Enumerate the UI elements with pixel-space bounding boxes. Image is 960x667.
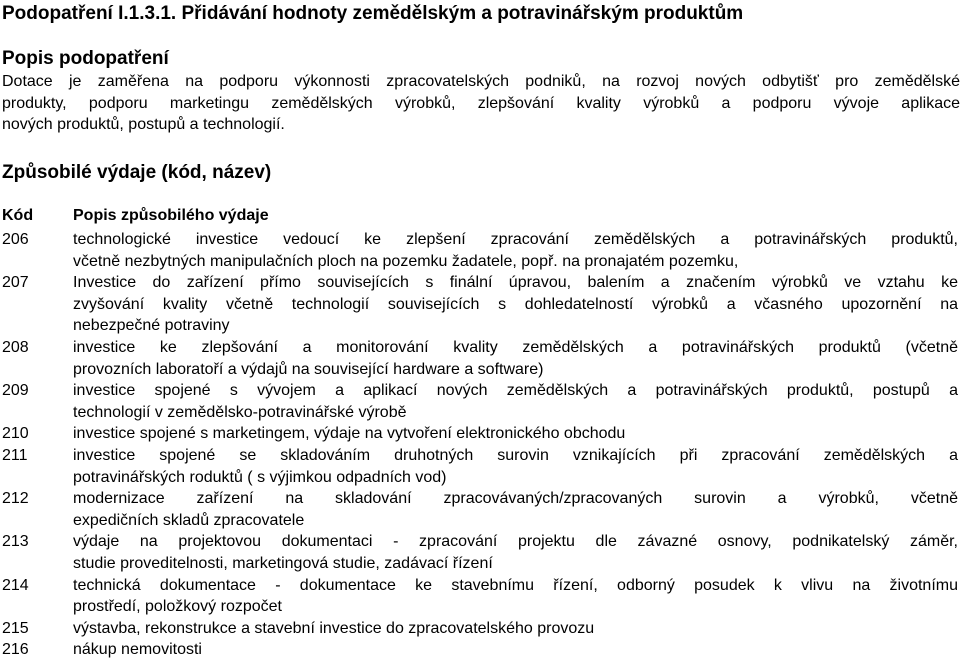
expense-description bbox=[73, 380, 958, 423]
description-line: nových produktů, postupů a technologií. bbox=[2, 116, 285, 133]
expense-code: 206 bbox=[2, 231, 29, 248]
table-row bbox=[2, 423, 960, 445]
expense-description-line: provozních laboratoří a výdajů na související hardware a software) bbox=[73, 360, 544, 378]
expense-code: 212 bbox=[2, 490, 29, 508]
expense-code: 215 bbox=[2, 619, 29, 637]
eligible-expenses-heading: Způsobilé výdaje (kód, název) bbox=[2, 162, 272, 183]
expense-description-line: nákup nemovitosti bbox=[73, 641, 202, 659]
table-row bbox=[2, 337, 960, 380]
expense-code: 211 bbox=[2, 446, 28, 464]
description-heading: Popis podopatření bbox=[2, 48, 169, 69]
expense-description bbox=[73, 488, 958, 531]
expense-description-line: technologií v zemědělsko-potravinářské výrobě bbox=[73, 403, 407, 421]
expense-code: 209 bbox=[2, 382, 29, 400]
expense-description bbox=[73, 639, 958, 661]
expense-description bbox=[73, 229, 958, 272]
expense-description-line: technologické investice vedoucí ke zlepšení zpracování zemědělských a potravinářských produktů, bbox=[73, 231, 958, 248]
expense-description bbox=[73, 445, 958, 488]
description-line: Dotace je zaměřena na podporu výkonnosti zpracovatelských podniků, na rozvoj nových odbytišť pro zemědělské bbox=[2, 73, 960, 90]
table-row bbox=[2, 618, 960, 640]
expense-code: 208 bbox=[2, 338, 29, 356]
expense-code: 213 bbox=[2, 533, 29, 551]
table-row bbox=[2, 272, 960, 337]
expense-description-line: modernizace zařízení na skladování zpracovávaných/zpracovaných surovin a výrobků, včetně bbox=[73, 490, 958, 508]
page-title: Podopatření I.1.3.1. Přidávání hodnoty zemědělským a potravinářským produktům bbox=[2, 3, 744, 24]
expense-code: 210 bbox=[2, 425, 29, 443]
table-row bbox=[2, 229, 960, 272]
expense-description-line: investice ke zlepšování a monitorování kvality zemědělských a potravinářských produktů (včetně bbox=[73, 338, 958, 356]
expense-code: 214 bbox=[2, 576, 29, 594]
table-row bbox=[2, 488, 960, 531]
expense-description-line: investice spojené se skladováním druhotných surovin vznikajících při zpracování zemědělských a bbox=[73, 446, 958, 464]
expense-description-line: prostředí, položkový rozpočet bbox=[73, 598, 282, 616]
description-line: produkty, podporu marketingu zemědělských výrobků, zlepšování kvality výrobků a podporu vývoje aplikace bbox=[2, 94, 960, 112]
expense-description-line: výstavba, rekonstrukce a stavební investice do zpracovatelského provozu bbox=[73, 619, 595, 637]
expense-description-line: nebezpečné potraviny bbox=[73, 317, 230, 335]
expense-code: 216 bbox=[2, 641, 29, 659]
expense-description-line: zvyšování kvality včetně technologií souvisejících s dohledatelností výrobků a včasného upozornění na bbox=[73, 295, 958, 313]
expense-description bbox=[73, 423, 958, 445]
table-row bbox=[2, 639, 960, 661]
expense-description bbox=[73, 531, 958, 574]
expense-description-line: investice spojené s marketingem, výdaje na vytvoření elektronického obchodu bbox=[73, 425, 626, 443]
expense-description-line: včetně nezbytných manipulačních ploch na pozemku žadatele, popř. na pronajatém pozemku, bbox=[73, 252, 739, 270]
table-row bbox=[2, 531, 960, 574]
expense-description-line: technická dokumentace - dokumentace ke stavebnímu řízení, odborný posudek k vlivu na životnímu bbox=[73, 576, 958, 594]
expense-description-line: potravinářských roduktů ( s výjimkou odpadních vod) bbox=[73, 468, 447, 486]
expense-code: 207 bbox=[2, 274, 29, 292]
table-row bbox=[2, 575, 960, 618]
expense-description bbox=[73, 337, 958, 380]
description-paragraph bbox=[2, 71, 960, 136]
expense-description-line: investice spojené s vývojem a aplikací nových zemědělských a potravinářských produktů, postupů a bbox=[73, 382, 958, 400]
expense-table bbox=[2, 229, 960, 661]
expense-description bbox=[73, 618, 958, 640]
expense-description-line: Investice do zařízení přímo souvisejících s finální úpravou, balením a značením výrobků ve vztahu ke bbox=[73, 274, 958, 292]
expense-description-line: výdaje na projektovou dokumentaci - zpracování projektu dle závazné osnovy, podnikatelský záměr, bbox=[73, 533, 958, 551]
column-header-description: Popis způsobilého výdaje bbox=[73, 207, 269, 224]
expense-description bbox=[73, 272, 958, 337]
expense-description bbox=[73, 575, 958, 618]
expense-description-line: expedičních skladů zpracovatele bbox=[73, 511, 305, 529]
expense-description-line: studie proveditelnosti, marketingová studie, zadávací řízení bbox=[73, 554, 493, 572]
table-row bbox=[2, 380, 960, 423]
column-header-code: Kód bbox=[2, 207, 34, 224]
table-row bbox=[2, 445, 960, 488]
